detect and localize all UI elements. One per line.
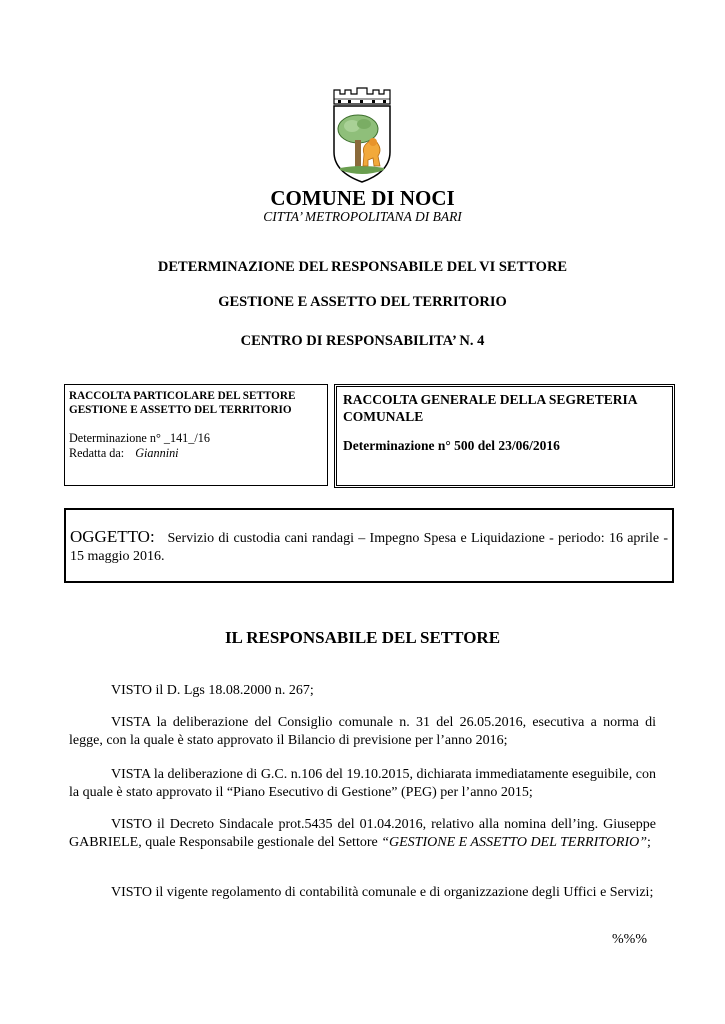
drafted-by-label: Redatta da: <box>69 446 125 460</box>
paragraph-4 <box>69 816 656 852</box>
drafted-by <box>69 446 323 461</box>
section-title: IL RESPONSABILE DEL SETTORE <box>224 628 501 647</box>
paragraph-5: VISTO il vigente regolamento di contabilità comunale e di organizzazione degli Uffici e Servizi; <box>111 885 654 900</box>
paragraph-2: VISTA la deliberazione del Consiglio comunale n. 31 del 26.05.2016, esecutiva a norma di legge, con la quale è stato approvato il Bilancio di previsione per l’anno 2016; <box>69 715 656 748</box>
sector-register-line1: RACCOLTA PARTICOLARE DEL SETTORE <box>69 390 296 402</box>
metropolitan-city: CITTA’ METROPOLITANA DI BARI <box>263 209 462 224</box>
paragraph-4-end: ; <box>647 835 651 850</box>
paragraph-4-sector: “GESTIONE E ASSETTO DEL TERRITORIO” <box>381 835 647 850</box>
general-determination-number: Determinazione n° 500 del 23/06/2016 <box>343 438 560 453</box>
paragraph-4-main: VISTO il Decreto Sindacale prot.5435 del 01.04.2016, relativo alla nomina dell’ing. Giuseppe GABRIELE, quale Responsabile gestionale del Settore <box>69 817 656 850</box>
subject-box <box>64 508 674 583</box>
responsibility-center: CENTRO DI RESPONSABILITA’ N. 4 <box>240 333 485 349</box>
general-register-line2: COMUNALE <box>343 409 424 424</box>
paragraph-3: VISTA la deliberazione di G.C. n.106 del 19.10.2015, dichiarata immediatamente eseguibile, con la quale è stato approvato il “Piano Esecutivo di Gestione” (PEG) per l’anno 2015; <box>69 767 656 800</box>
municipality-name: COMUNE DI NOCI <box>270 186 455 210</box>
sector-name: GESTIONE E ASSETTO DEL TERRITORIO <box>218 294 507 310</box>
subject-label: OGGETTO <box>70 527 150 546</box>
general-register-box <box>334 384 675 488</box>
sector-register-box <box>64 384 328 486</box>
subject-text-block: OGGETTO: Servizio di custodia cani randagi – Impegno Spesa e Liquidazione - periodo: 16 aprile - 15 maggio 2016. <box>70 527 669 564</box>
municipal-crest-logo <box>328 84 396 184</box>
general-register-line1: RACCOLTA GENERALE DELLA SEGRETERIA <box>343 392 638 407</box>
drafted-by-name: Giannini <box>135 446 179 460</box>
sector-determination-number: Determinazione n° _141_/16 <box>69 431 210 445</box>
determination-title: DETERMINAZIONE DEL RESPONSABILE DEL VI SETTORE <box>157 259 568 275</box>
paragraph-1: VISTO il D. Lgs 18.08.2000 n. 267; <box>111 683 314 698</box>
continuation-mark: %%% <box>612 932 647 947</box>
subject-text: Servizio di custodia cani randagi – Impegno Spesa e Liquidazione - periodo: 16 aprile - 15 maggio 2016. <box>70 531 669 564</box>
sector-register-line2: GESTIONE E ASSETTO DEL TERRITORIO <box>69 404 292 416</box>
